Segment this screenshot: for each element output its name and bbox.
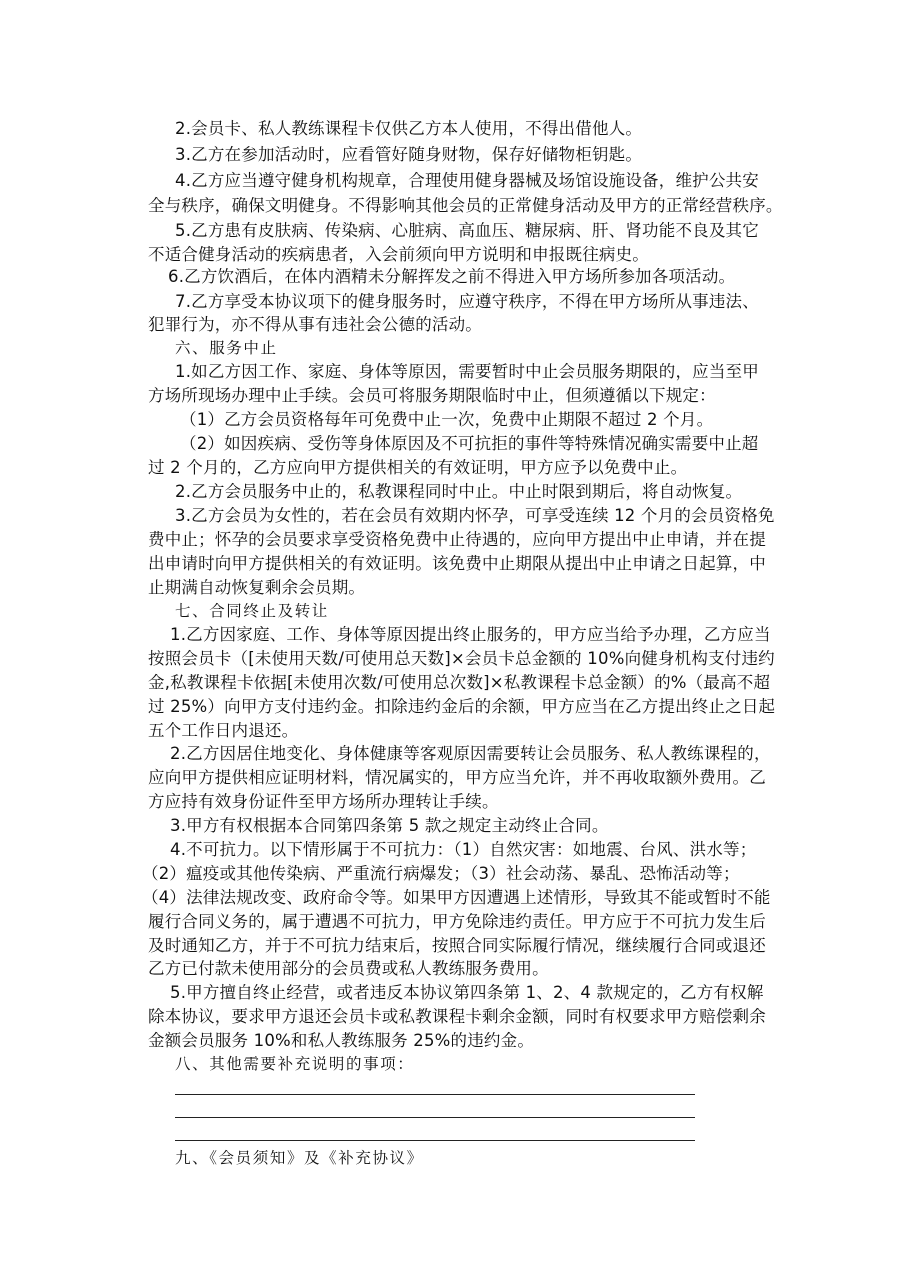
blank-fill-line [175,1140,695,1141]
paragraph-line: （1）乙方会员资格每年可免费中止一次，免费中止期限不超过 2 个月。 [180,410,714,429]
paragraph-line: 3.乙方在参加活动时，应看管好随身财物，保存好储物柜钥匙。 [175,145,643,164]
paragraph-line: 4.乙方应当遵守健身机构规章，合理使用健身器械及场馆设施设备，维护公共安 [175,171,759,190]
paragraph-line: 出申请时向甲方提供相关的有效证明。该免费中止期限从提出中止申请之日起算，中 [148,554,766,573]
paragraph-line: 方场所现场办理中止手续。会员可将服务期限临时中止，但须遵循以下规定： [148,386,716,405]
paragraph-line: 及时通知乙方，并于不可抗力结束后，按照合同实际履行情况，继续履行合同或退还 [148,936,766,955]
paragraph-line: 按照会员卡（[未使用天数/可使用总天数]×会员卡总金额的 10%向健身机构支付违约 [148,649,775,668]
paragraph-line: 金额会员服务 10%和私人教练服务 25%的违约金。 [148,1031,535,1050]
paragraph-line: 2.会员卡、私人教练课程卡仅供乙方本人使用，不得出借他人。 [175,119,643,138]
section-heading: 九、《会员须知》及《补充协议》 [175,1149,424,1167]
paragraph-line: 过 2 个月的，乙方应向甲方提供相关的有效证明，甲方应予以免费中止。 [148,458,688,477]
paragraph-line: 不适合健身活动的疾病患者，入会前须向甲方说明和申报既往病史。 [148,245,649,264]
paragraph-line: 费中止；怀孕的会员要求享受资格免费中止待遇的，应向甲方提出中止申请，并在提 [148,530,766,549]
paragraph-line: 止期满自动恢复剩余会员期。 [148,578,366,597]
paragraph-line: 5.乙方患有皮肤病、传染病、心脏病、高血压、糖尿病、肝、肾功能不良及其它 [175,221,759,240]
paragraph-line: 4.不可抗力。以下情形属于不可抗力：（1）自然灾害：如地震、台风、洪水等； [170,840,757,859]
section-heading: 六、服务中止 [175,339,278,357]
paragraph-line: 2.乙方会员服务中止的，私教课程同时中止。中止时限到期后，将自动恢复。 [175,482,743,501]
paragraph-line: 方应持有效身份证件至甲方场所办理转让手续。 [148,792,499,811]
paragraph-line: 5.甲方擅自终止经营，或者违反本协议第四条第 1、2、4 款规定的，乙方有权解 [170,983,764,1002]
section-heading: 七、合同终止及转让 [175,602,329,620]
paragraph-line: （4）法律法规改变、政府命令等。如果甲方因遭遇上述情形，导致其不能或暂时不能 [142,888,771,907]
blank-fill-line [175,1094,695,1095]
paragraph-line: 全与秩序，确保文明健身。不得影响其他会员的正常健身活动及甲方的正常经营秩序。 [148,196,783,215]
paragraph-line: （2）如因疾病、受伤等身体原因及不可抗拒的事件等特殊情况确实需要中止超 [180,434,759,453]
paragraph-line: 五个工作日内退还。 [148,721,299,740]
paragraph-line: 除本协议，要求甲方退还会员卡或私教课程卡剩余金额，同时有权要求甲方赔偿剩余 [148,1007,766,1026]
paragraph-line: 2.乙方因居住地变化、身体健康等客观原因需要转让会员服务、私人教练课程的， [170,744,771,763]
paragraph-line: 履行合同义务的，属于遭遇不可抗力，甲方免除违约责任。甲方应于不可抗力发生后 [148,912,766,931]
paragraph-line: 3.乙方会员为女性的，若在会员有效期内怀孕，可享受连续 12 个月的会员资格免 [175,506,775,525]
paragraph-line: 金,私教课程卡依据[未使用次数/可使用总次数]×私教课程卡总金额）的%（最高不超 [148,673,771,692]
paragraph-line: 应向甲方提供相应证明材料，情况属实的，甲方应当允许，并不再收取额外费用。乙 [148,768,766,787]
paragraph-line: 犯罪行为，亦不得从事有违社会公德的活动。 [148,315,482,334]
paragraph-line: 乙方已付款未使用部分的会员费或私人教练服务费用。 [148,959,549,978]
paragraph-line: 过 25%）向甲方支付违约金。扣除违约金后的余额，甲方应当在乙方提出终止之日起 [148,697,776,716]
paragraph-line: 7.乙方享受本协议项下的健身服务时，应遵守秩序，不得在甲方场所从事违法、 [175,292,759,311]
blank-fill-line [175,1117,695,1118]
paragraph-line: 3.甲方有权根据本合同第四条第 5 款之规定主动终止合同。 [170,816,609,835]
paragraph-line: 1.乙方因家庭、工作、身体等原因提出终止服务的，甲方应当给予办理，乙方应当 [170,625,771,644]
paragraph-line: 1.如乙方因工作、家庭、身体等原因，需要暂时中止会员服务期限的，应当至甲 [175,362,759,381]
paragraph-line: 6.乙方饮酒后，在体内酒精未分解挥发之前不得进入甲方场所参加各项活动。 [168,267,736,286]
section-heading: 八、其他需要补充说明的事项： [175,1055,415,1073]
paragraph-line: （2）瘟疫或其他传染病、严重流行病爆发；（3）社会动荡、暴乱、恐怖活动等； [142,864,740,883]
